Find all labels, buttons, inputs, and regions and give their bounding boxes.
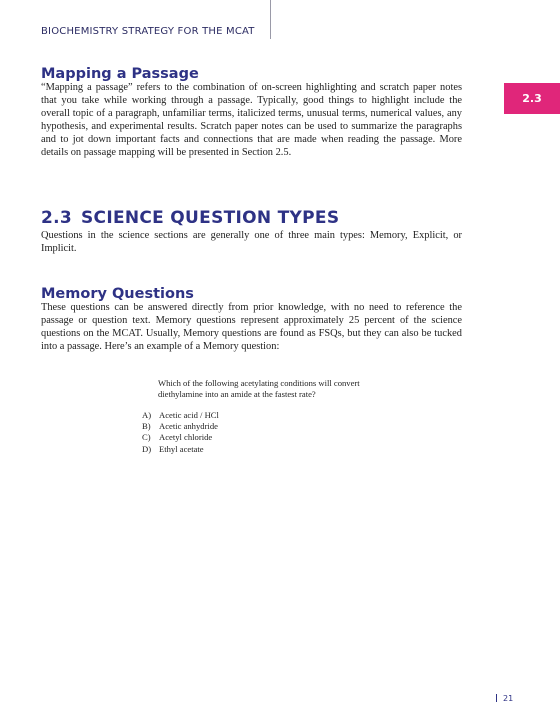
choice-c <box>142 432 219 443</box>
choice-text: Acetic anhydride <box>159 421 218 432</box>
running-header: BIOCHEMISTRY STRATEGY FOR THE MCAT <box>41 26 255 37</box>
page-number-divider <box>496 694 497 702</box>
choice-b <box>142 421 219 432</box>
choice-d <box>142 444 219 455</box>
example-question-stem: Which of the following acetylating conditions will convert diethylamine into an amide at the fastest rate? <box>158 378 360 400</box>
choice-text: Acetic acid / HCl <box>159 410 219 420</box>
memory-heading: Memory Questions <box>41 286 194 302</box>
page-number-value: 21 <box>503 694 514 703</box>
mapping-heading: Mapping a Passage <box>41 66 199 82</box>
choice-letter: C) <box>142 432 151 443</box>
mapping-paragraph: “Mapping a passage” refers to the combination of on-screen highlighting and scratch paper notes that you take while working through a passage. Typically, good things to highlight include the overall topic of a paragraph, unfamiliar terms, italicized terms, unusual terms, numerical values, any hypothesis, and experimental results. Scratch paper notes can be used to summarize the paragraphs and to jot down important facts and connections that are made when reading the passage. More details on passage mapping will be presented in Section 2.5. <box>41 82 462 158</box>
section-number: 2.3 <box>41 208 73 228</box>
answer-choices <box>142 410 219 455</box>
section-title: SCIENCE QUESTION TYPES <box>81 208 340 228</box>
choice-letter: A) <box>142 410 152 420</box>
section-heading <box>41 208 339 228</box>
section-tab: 2.3 <box>504 83 560 114</box>
memory-paragraph: These questions can be answered directly from prior knowledge, with no need to reference the passage or question text. Memory questions represent approximately 25 percent of the science questions on the MCAT. Usually, Memory questions are found as FSQs, but they can also be tucked into a passage. Here’s an example of a Memory question: <box>41 302 462 352</box>
header-divider <box>270 0 271 39</box>
page-number <box>496 694 513 703</box>
choice-letter: D) <box>142 443 152 454</box>
choice-text: Ethyl acetate <box>159 443 204 454</box>
choice-letter: B) <box>142 421 151 432</box>
choice-text: Acetyl chloride <box>159 432 213 443</box>
section-intro: Questions in the science sections are generally one of three main types: Memory, Explicit, or Implicit. <box>41 230 462 254</box>
choice-a <box>142 410 219 421</box>
